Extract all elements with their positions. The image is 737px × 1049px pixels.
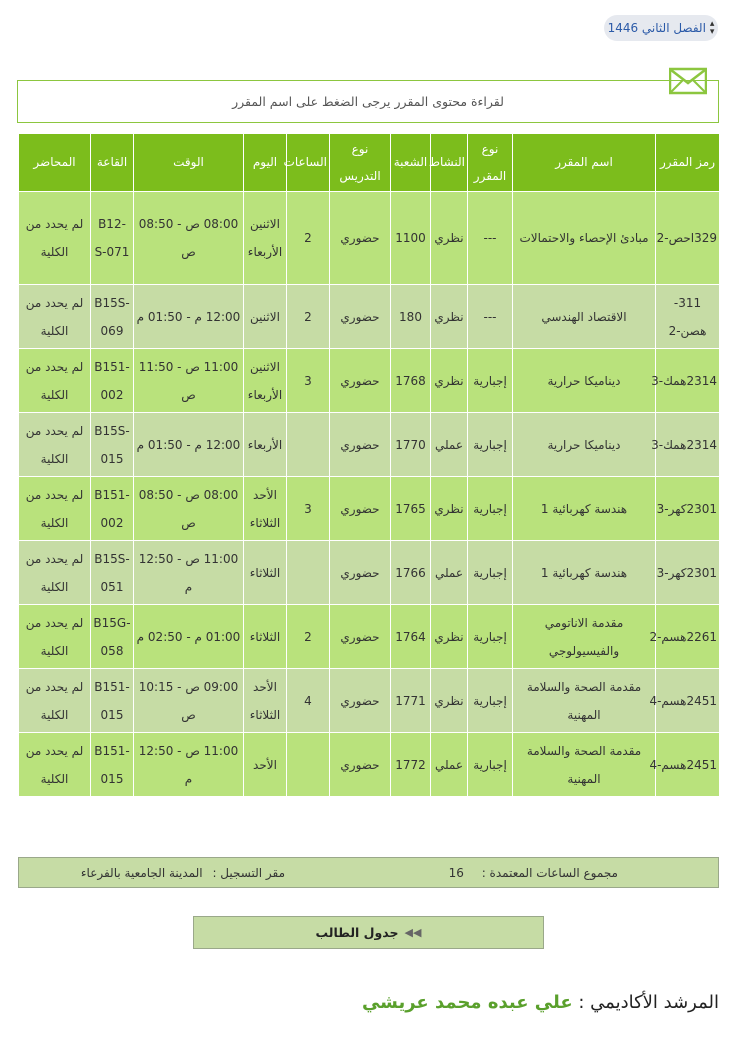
semester-selected-value: الفصل الثاني 1446 (607, 21, 706, 35)
student-schedule-label: جدول الطالب (315, 925, 399, 940)
header-section: الشعبة (391, 134, 431, 192)
course-time: 08:00 ص - 08:50 ص (134, 477, 244, 541)
course-code: 2314همك-3 (656, 349, 720, 413)
course-activity: نظري (431, 605, 468, 669)
table-row (19, 413, 720, 477)
course-teaching-type: حضوري (330, 192, 391, 285)
header-time: الوقت (134, 134, 244, 192)
course-type: إجبارية (468, 349, 513, 413)
course-section: 1765 (391, 477, 431, 541)
course-lecturer: لم يحدد من الكلية (19, 733, 91, 797)
course-activity: نظري (431, 285, 468, 349)
header-teaching-type: نوع التدريس (330, 134, 391, 192)
seat-label: مقر التسجيل : (212, 866, 285, 880)
registration-seat (81, 866, 285, 880)
course-time: 11:00 ص - 12:50 م (134, 733, 244, 797)
course-activity: نظري (431, 349, 468, 413)
course-room: B151-002 (91, 349, 134, 413)
course-code: 2261هسم-2 (656, 605, 720, 669)
header-name: اسم المقرر (513, 134, 656, 192)
course-time: 08:00 ص - 08:50 ص (134, 192, 244, 285)
course-room: B15S-069 (91, 285, 134, 349)
course-day: الاثنين (244, 285, 287, 349)
course-lecturer: لم يحدد من الكلية (19, 413, 91, 477)
course-activity: عملي (431, 413, 468, 477)
course-lecturer: لم يحدد من الكلية (19, 669, 91, 733)
course-day: الأحد الثلاثاء (244, 669, 287, 733)
total-hours-label: مجموع الساعات المعتمدة : (481, 866, 618, 880)
course-schedule-table (18, 133, 720, 797)
course-day: الأحد الثلاثاء (244, 477, 287, 541)
course-name-link[interactable]: مبادئ الإحصاء والاحتمالات (513, 192, 656, 285)
course-name-link[interactable]: مقدمة الاناتومي والفيسيولوجي (513, 605, 656, 669)
course-day: الثلاثاء (244, 541, 287, 605)
course-name-link[interactable]: ديناميكا حرارية (513, 413, 656, 477)
course-day: الأحد (244, 733, 287, 797)
course-code: 2451هسم-4 (656, 733, 720, 797)
course-time: 11:00 ص - 11:50 ص (134, 349, 244, 413)
course-teaching-type: حضوري (330, 285, 391, 349)
student-schedule-button[interactable] (193, 916, 544, 949)
course-room: B151-015 (91, 669, 134, 733)
total-hours (449, 866, 618, 880)
course-time: 09:00 ص - 10:15 ص (134, 669, 244, 733)
course-type: --- (468, 192, 513, 285)
course-code: 311-هصن-2 (656, 285, 720, 349)
course-teaching-type: حضوري (330, 349, 391, 413)
course-teaching-type: حضوري (330, 669, 391, 733)
course-name-link[interactable]: مقدمة الصحة والسلامة المهنية (513, 669, 656, 733)
course-teaching-type: حضوري (330, 541, 391, 605)
course-activity: نظري (431, 192, 468, 285)
course-activity: عملي (431, 541, 468, 605)
course-type: --- (468, 285, 513, 349)
header-code: رمز المقرر (656, 134, 720, 192)
seat-value: المدينة الجامعية بالفرعاء (80, 866, 203, 880)
course-teaching-type: حضوري (330, 413, 391, 477)
course-type: إجبارية (468, 669, 513, 733)
table-header-row (19, 134, 720, 192)
course-room: B15G-058 (91, 605, 134, 669)
course-room: B15S-051 (91, 541, 134, 605)
course-lecturer: لم يحدد من الكلية (19, 285, 91, 349)
course-hours (287, 541, 330, 605)
course-hours: 3 (287, 477, 330, 541)
header-lecturer: المحاضر (19, 134, 91, 192)
course-name-link[interactable]: هندسة كهربائية 1 (513, 541, 656, 605)
course-section: 180 (391, 285, 431, 349)
course-type: إجبارية (468, 477, 513, 541)
course-code: 2314همك-3 (656, 413, 720, 477)
table-row (19, 477, 720, 541)
course-day: الاثنين الأربعاء (244, 349, 287, 413)
course-hours: 2 (287, 192, 330, 285)
course-teaching-type: حضوري (330, 733, 391, 797)
course-room: B151-015 (91, 733, 134, 797)
course-day: الثلاثاء (244, 605, 287, 669)
table-row (19, 669, 720, 733)
course-activity: عملي (431, 733, 468, 797)
semester-select[interactable] (604, 15, 718, 41)
course-day: الأربعاء (244, 413, 287, 477)
header-hours: الساعات (287, 134, 330, 192)
course-hours: 2 (287, 605, 330, 669)
chevron-updown-icon: ▴ ▾ (709, 19, 715, 37)
course-time: 12:00 م - 01:50 م (134, 285, 244, 349)
course-hours: 4 (287, 669, 330, 733)
course-code: 2301كهر-3 (656, 541, 720, 605)
course-section: 1770 (391, 413, 431, 477)
header-day: اليوم (244, 134, 287, 192)
notice-text: لقراءة محتوى المقرر يرجى الضغط على اسم المقرر (232, 94, 504, 109)
academic-advisor (362, 992, 719, 1013)
speaker-icon: ◀◀ (404, 926, 422, 939)
course-name-link[interactable]: الاقتصاد الهندسي (513, 285, 656, 349)
course-section: 1771 (391, 669, 431, 733)
course-type: إجبارية (468, 605, 513, 669)
course-name-link[interactable]: ديناميكا حرارية (513, 349, 656, 413)
course-name-link[interactable]: هندسة كهربائية 1 (513, 477, 656, 541)
course-type: إجبارية (468, 541, 513, 605)
course-room: B151-002 (91, 477, 134, 541)
course-time: 11:00 ص - 12:50 م (134, 541, 244, 605)
course-type: إجبارية (468, 413, 513, 477)
course-hours (287, 413, 330, 477)
header-course-type: نوع المقرر (468, 134, 513, 192)
course-hours: 2 (287, 285, 330, 349)
course-section: 1100 (391, 192, 431, 285)
advisor-name: علي عبده محمد عريشي (361, 992, 573, 1013)
table-row (19, 285, 720, 349)
course-time: 12:00 م - 01:50 م (134, 413, 244, 477)
header-room: القاعة (91, 134, 134, 192)
course-lecturer: لم يحدد من الكلية (19, 605, 91, 669)
course-lecturer: لم يحدد من الكلية (19, 477, 91, 541)
total-hours-value: 16 (448, 866, 464, 880)
table-row (19, 192, 720, 285)
course-section: 1764 (391, 605, 431, 669)
course-room: B15S-015 (91, 413, 134, 477)
table-row (19, 349, 720, 413)
course-content-notice (17, 80, 719, 123)
course-hours: 3 (287, 349, 330, 413)
course-section: 1766 (391, 541, 431, 605)
course-room: B12-S-071 (91, 192, 134, 285)
course-code: 2301كهر-3 (656, 477, 720, 541)
registration-summary (18, 857, 719, 888)
course-code: 329احص-2 (656, 192, 720, 285)
course-lecturer: لم يحدد من الكلية (19, 349, 91, 413)
course-teaching-type: حضوري (330, 605, 391, 669)
course-day: الاثنين الأربعاء (244, 192, 287, 285)
table-row (19, 541, 720, 605)
course-section: 1768 (391, 349, 431, 413)
course-teaching-type: حضوري (330, 477, 391, 541)
table-row (19, 733, 720, 797)
course-activity: نظري (431, 477, 468, 541)
course-name-link[interactable]: مقدمة الصحة والسلامة المهنية (513, 733, 656, 797)
course-code: 2451هسم-4 (656, 669, 720, 733)
course-section: 1772 (391, 733, 431, 797)
course-type: إجبارية (468, 733, 513, 797)
course-lecturer: لم يحدد من الكلية (19, 192, 91, 285)
course-time: 01:00 م - 02:50 م (134, 605, 244, 669)
advisor-label: المرشد الأكاديمي : (578, 992, 719, 1013)
course-activity: نظري (431, 669, 468, 733)
table-row (19, 605, 720, 669)
course-lecturer: لم يحدد من الكلية (19, 541, 91, 605)
header-activity: النشاط (431, 134, 468, 192)
course-hours (287, 733, 330, 797)
